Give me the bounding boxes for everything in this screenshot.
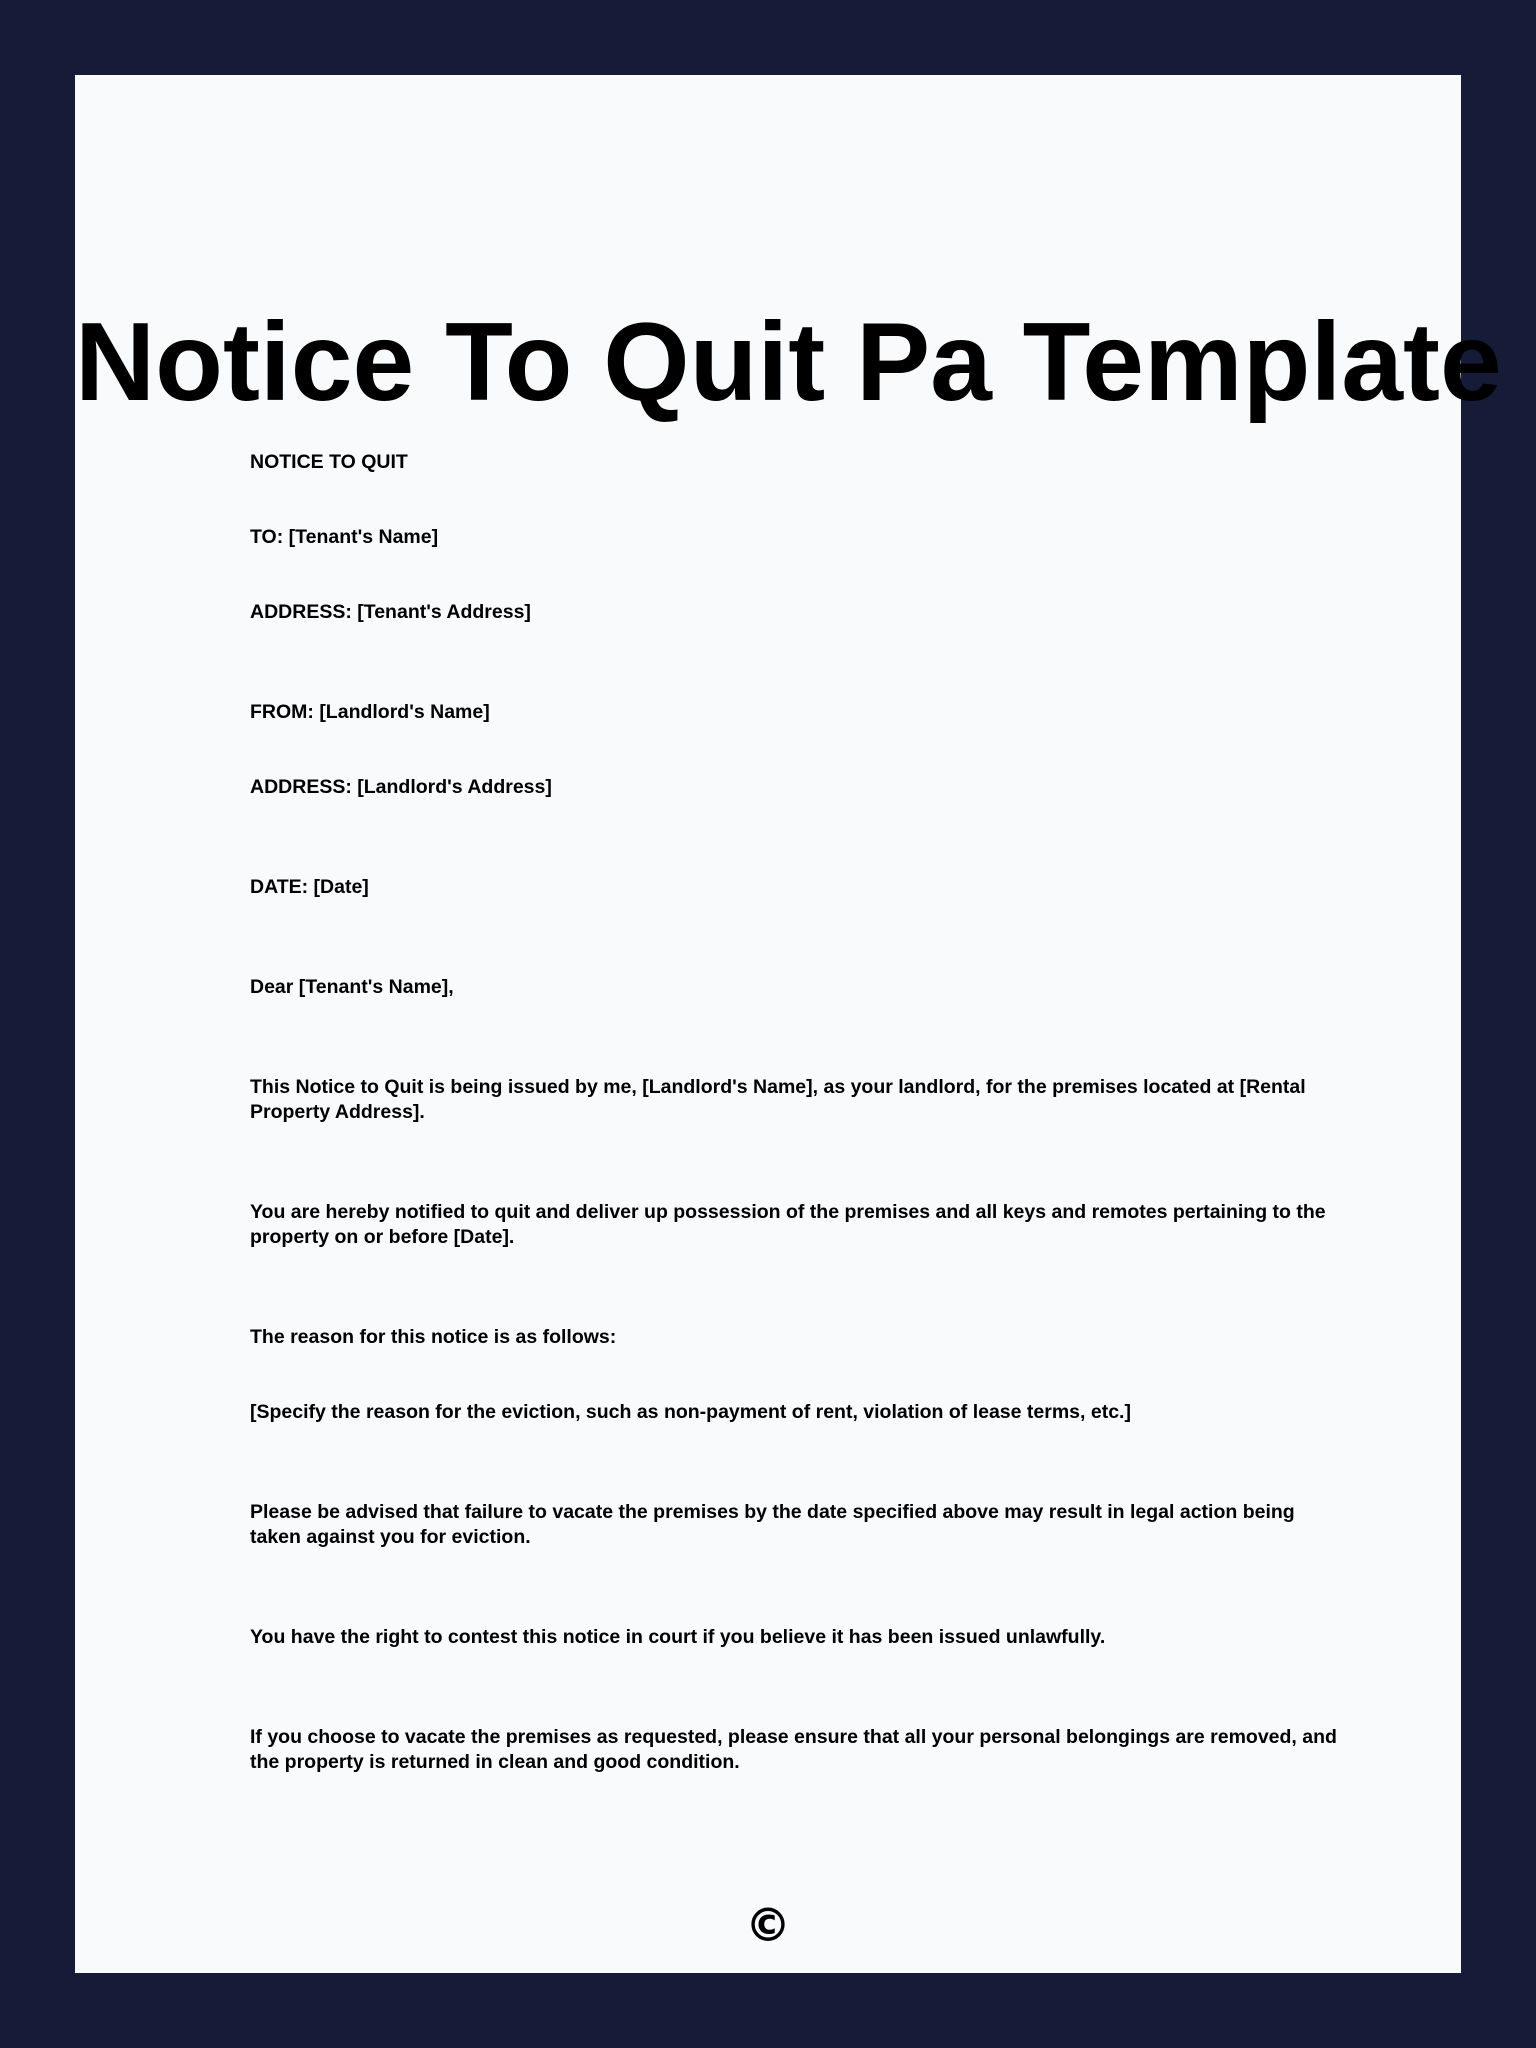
notice-heading: NOTICE TO QUIT xyxy=(250,451,408,473)
document-title: Notice To Quit Pa Template xyxy=(75,300,1502,424)
contest-right-paragraph: You have the right to contest this notice in court if you believe it has been issued unlawfully. xyxy=(250,1626,1106,1648)
reason-placeholder: [Specify the reason for the eviction, such as non-payment of rent, violation of lease terms, etc.] xyxy=(250,1401,1131,1423)
date-line: DATE: [Date] xyxy=(250,876,369,898)
document-page xyxy=(75,75,1502,1973)
quit-deliver-paragraph: You are hereby notified to quit and deliver up possession of the premises and all keys and remotes pertaining to the property on or before [Date]. xyxy=(250,1201,1326,1248)
salutation: Dear [Tenant's Name], xyxy=(250,976,454,998)
landlord-name-line: FROM: [Landlord's Name] xyxy=(250,701,490,723)
landlord-address-line: ADDRESS: [Landlord's Address] xyxy=(250,776,552,798)
reason-intro: The reason for this notice is as follows: xyxy=(250,1326,617,1348)
notice-issued-paragraph: This Notice to Quit is being issued by me, [Landlord's Name], as your landlord, for the premises located at [Rental Property Address]. xyxy=(250,1076,1306,1123)
vacate-instructions-paragraph: If you choose to vacate the premises as requested, please ensure that all your personal belongings are removed, and the property is returned in clean and good condition. xyxy=(250,1726,1337,1773)
tenant-name-line: TO: [Tenant's Name] xyxy=(250,526,439,548)
copyright-icon: © xyxy=(745,1898,791,1952)
legal-action-paragraph: Please be advised that failure to vacate the premises by the date specified above may result in legal action being taken against you for eviction. xyxy=(250,1501,1295,1548)
tenant-address-line: ADDRESS: [Tenant's Address] xyxy=(250,601,531,623)
